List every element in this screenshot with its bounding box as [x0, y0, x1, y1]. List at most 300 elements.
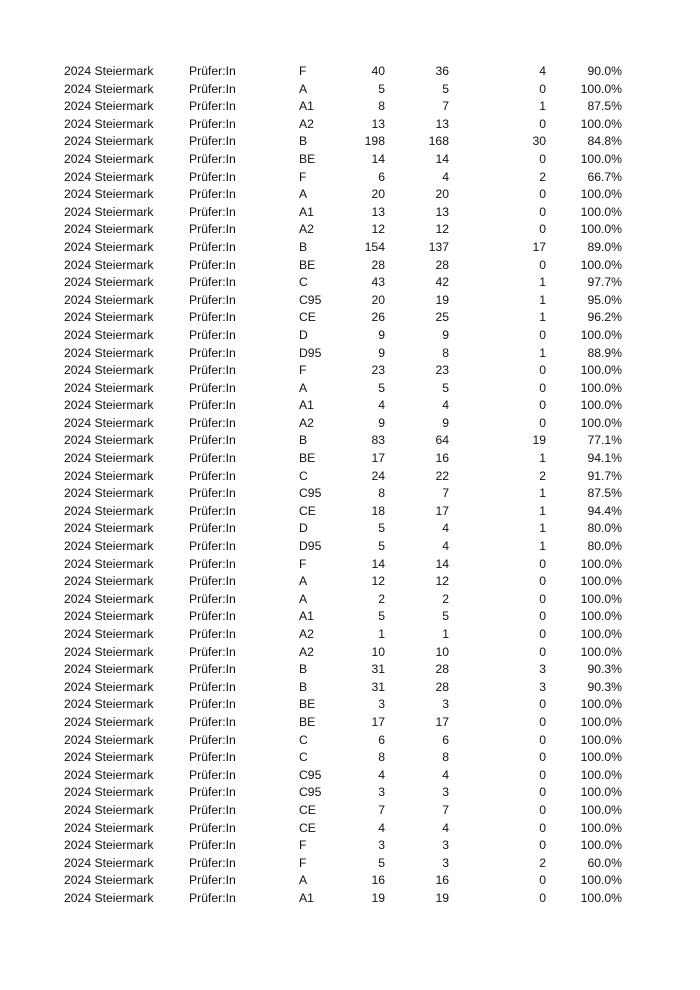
examiner-role-cell: Prüfer:In: [189, 380, 236, 395]
examiner-role-cell: Prüfer:In: [189, 345, 236, 360]
examiner-role-cell: Prüfer:In: [189, 767, 236, 782]
failed-count-cell: 0: [539, 81, 546, 96]
table-row: [0, 767, 700, 785]
license-class-cell: CE: [299, 820, 316, 835]
region-year-cell: 2024 Steiermark: [64, 433, 154, 448]
examiner-role-cell: Prüfer:In: [189, 732, 236, 747]
examiner-role-cell: Prüfer:In: [189, 627, 236, 641]
examiner-role-cell: Prüfer:In: [189, 785, 236, 800]
examiner-role-cell: Prüfer:In: [189, 697, 236, 712]
pass-rate-cell: 100.0%: [580, 767, 622, 782]
total-count-cell: 5: [378, 855, 385, 870]
passed-count-cell: 28: [435, 662, 449, 677]
failed-count-cell: 0: [539, 415, 546, 430]
license-class-cell: D95: [299, 539, 322, 554]
total-count-cell: 20: [371, 187, 385, 202]
passed-count-cell: 4: [442, 539, 449, 554]
failed-count-cell: 0: [539, 151, 546, 166]
total-count-cell: 5: [378, 609, 385, 624]
failed-count-cell: 19: [532, 433, 546, 448]
license-class-cell: F: [299, 169, 307, 184]
table-row: [0, 345, 700, 363]
examiner-role-cell: Prüfer:In: [189, 292, 236, 307]
region-year-cell: 2024 Steiermark: [64, 697, 154, 712]
total-count-cell: 40: [371, 64, 385, 78]
region-year-cell: 2024 Steiermark: [64, 521, 154, 536]
total-count-cell: 8: [378, 99, 385, 114]
examiner-role-cell: Prüfer:In: [189, 169, 236, 184]
region-year-cell: 2024 Steiermark: [64, 415, 154, 430]
license-class-cell: D: [299, 327, 308, 342]
table-row: [0, 450, 700, 468]
examiner-role-cell: Prüfer:In: [189, 99, 236, 114]
total-count-cell: 6: [378, 732, 385, 747]
region-year-cell: 2024 Steiermark: [64, 134, 154, 149]
failed-count-cell: 0: [539, 767, 546, 782]
examiner-role-cell: Prüfer:In: [189, 204, 236, 219]
passed-count-cell: 2: [442, 591, 449, 606]
region-year-cell: 2024 Steiermark: [64, 556, 154, 571]
passed-count-cell: 28: [435, 257, 449, 272]
passed-count-cell: 12: [435, 222, 449, 237]
license-class-cell: A: [299, 574, 308, 589]
table-row: [0, 186, 700, 204]
examiner-role-cell: Prüfer:In: [189, 187, 236, 202]
license-class-cell: F: [299, 855, 307, 870]
region-year-cell: 2024 Steiermark: [64, 99, 154, 114]
license-class-cell: C: [299, 468, 308, 483]
table-row: [0, 749, 700, 767]
total-count-cell: 5: [378, 380, 385, 395]
failed-count-cell: 2: [539, 855, 546, 870]
passed-count-cell: 3: [442, 838, 449, 853]
examiner-role-cell: Prüfer:In: [189, 486, 236, 501]
total-count-cell: 9: [378, 345, 385, 360]
total-count-cell: 6: [378, 169, 385, 184]
table-row: [0, 327, 700, 345]
failed-count-cell: 0: [539, 750, 546, 765]
license-class-cell: B: [299, 433, 308, 448]
failed-count-cell: 1: [539, 99, 546, 114]
pass-rate-cell: 100.0%: [580, 116, 622, 131]
table-row: [0, 257, 700, 275]
total-count-cell: 43: [371, 275, 385, 290]
examiner-role-cell: Prüfer:In: [189, 134, 236, 149]
table-row: [0, 81, 700, 99]
passed-count-cell: 3: [442, 697, 449, 712]
total-count-cell: 83: [371, 433, 385, 448]
examiner-role-cell: Prüfer:In: [189, 802, 236, 817]
total-count-cell: 28: [371, 257, 385, 272]
license-class-cell: A1: [299, 99, 314, 114]
pass-rate-cell: 100.0%: [580, 714, 622, 729]
failed-count-cell: 0: [539, 644, 546, 659]
examiner-role-cell: Prüfer:In: [189, 855, 236, 870]
region-year-cell: 2024 Steiermark: [64, 363, 154, 378]
examiner-role-cell: Prüfer:In: [189, 838, 236, 853]
region-year-cell: 2024 Steiermark: [64, 222, 154, 237]
pass-rate-cell: 100.0%: [580, 204, 622, 219]
pass-rate-cell: 100.0%: [580, 398, 622, 413]
total-count-cell: 31: [371, 662, 385, 677]
region-year-cell: 2024 Steiermark: [64, 275, 154, 290]
license-class-cell: B: [299, 679, 308, 694]
failed-count-cell: 3: [539, 679, 546, 694]
examiner-role-cell: Prüfer:In: [189, 81, 236, 96]
table-row: [0, 556, 700, 574]
license-class-cell: A2: [299, 644, 314, 659]
failed-count-cell: 1: [539, 292, 546, 307]
license-class-cell: BE: [299, 697, 316, 712]
total-count-cell: 13: [371, 204, 385, 219]
pass-rate-cell: 90.3%: [587, 679, 622, 694]
pass-rate-cell: 88.9%: [587, 345, 622, 360]
region-year-cell: 2024 Steiermark: [64, 451, 154, 466]
table-row: [0, 221, 700, 239]
table-row: [0, 837, 700, 855]
table-row: [0, 239, 700, 257]
examiner-role-cell: Prüfer:In: [189, 468, 236, 483]
region-year-cell: 2024 Steiermark: [64, 873, 154, 888]
passed-count-cell: 7: [442, 486, 449, 501]
pass-rate-cell: 100.0%: [580, 627, 622, 641]
region-year-cell: 2024 Steiermark: [64, 838, 154, 853]
pass-rate-cell: 95.0%: [587, 292, 622, 307]
passed-count-cell: 9: [442, 415, 449, 430]
region-year-cell: 2024 Steiermark: [64, 503, 154, 518]
license-class-cell: BE: [299, 257, 316, 272]
total-count-cell: 17: [371, 714, 385, 729]
region-year-cell: 2024 Steiermark: [64, 257, 154, 272]
failed-count-cell: 0: [539, 714, 546, 729]
table-row: [0, 503, 700, 521]
total-count-cell: 8: [378, 486, 385, 501]
passed-count-cell: 14: [435, 556, 449, 571]
table-row: [0, 573, 700, 591]
pass-rate-cell: 100.0%: [580, 838, 622, 853]
pass-rate-cell: 100.0%: [580, 363, 622, 378]
passed-count-cell: 4: [442, 398, 449, 413]
examiner-role-cell: Prüfer:In: [189, 239, 236, 254]
region-year-cell: 2024 Steiermark: [64, 644, 154, 659]
pass-rate-cell: 100.0%: [580, 609, 622, 624]
total-count-cell: 3: [378, 697, 385, 712]
failed-count-cell: 1: [539, 503, 546, 518]
total-count-cell: 9: [378, 327, 385, 342]
total-count-cell: 20: [371, 292, 385, 307]
region-year-cell: 2024 Steiermark: [64, 767, 154, 782]
pass-rate-cell: 77.1%: [587, 433, 622, 448]
license-class-cell: A: [299, 81, 308, 96]
total-count-cell: 18: [371, 503, 385, 518]
license-class-cell: C95: [299, 767, 322, 782]
failed-count-cell: 0: [539, 574, 546, 589]
table-row: [0, 696, 700, 714]
examiner-role-cell: Prüfer:In: [189, 433, 236, 448]
passed-count-cell: 20: [435, 187, 449, 202]
table-row: [0, 468, 700, 486]
failed-count-cell: 17: [532, 239, 546, 254]
pass-rate-cell: 100.0%: [580, 556, 622, 571]
pass-rate-cell: 100.0%: [580, 785, 622, 800]
failed-count-cell: 0: [539, 785, 546, 800]
total-count-cell: 12: [371, 574, 385, 589]
pass-rate-cell: 100.0%: [580, 802, 622, 817]
examiner-role-cell: Prüfer:In: [189, 714, 236, 729]
region-year-cell: 2024 Steiermark: [64, 398, 154, 413]
table-row: [0, 362, 700, 380]
table-row: [0, 204, 700, 222]
table-row: [0, 626, 700, 644]
region-year-cell: 2024 Steiermark: [64, 239, 154, 254]
failed-count-cell: 0: [539, 873, 546, 888]
license-class-cell: D: [299, 521, 308, 536]
license-class-cell: C95: [299, 486, 322, 501]
examiner-role-cell: Prüfer:In: [189, 327, 236, 342]
pass-rate-cell: 100.0%: [580, 81, 622, 96]
license-class-cell: B: [299, 662, 308, 677]
pass-rate-cell: 100.0%: [580, 327, 622, 342]
license-class-cell: C: [299, 732, 308, 747]
license-class-cell: CE: [299, 310, 316, 325]
pass-rate-cell: 100.0%: [580, 257, 622, 272]
table-row: [0, 292, 700, 310]
examiner-role-cell: Prüfer:In: [189, 503, 236, 518]
failed-count-cell: 0: [539, 732, 546, 747]
failed-count-cell: 0: [539, 609, 546, 624]
pass-rate-cell: 100.0%: [580, 697, 622, 712]
passed-count-cell: 5: [442, 81, 449, 96]
region-year-cell: 2024 Steiermark: [64, 820, 154, 835]
pass-rate-cell: 100.0%: [580, 750, 622, 765]
examiner-role-cell: Prüfer:In: [189, 64, 236, 78]
total-count-cell: 31: [371, 679, 385, 694]
passed-count-cell: 28: [435, 679, 449, 694]
total-count-cell: 3: [378, 785, 385, 800]
passed-count-cell: 9: [442, 327, 449, 342]
region-year-cell: 2024 Steiermark: [64, 785, 154, 800]
total-count-cell: 4: [378, 820, 385, 835]
total-count-cell: 5: [378, 521, 385, 536]
pass-rate-cell: 94.4%: [587, 503, 622, 518]
license-class-cell: B: [299, 239, 308, 254]
region-year-cell: 2024 Steiermark: [64, 627, 154, 641]
pass-rate-cell: 87.5%: [587, 99, 622, 114]
region-year-cell: 2024 Steiermark: [64, 204, 154, 219]
region-year-cell: 2024 Steiermark: [64, 714, 154, 729]
failed-count-cell: 0: [539, 802, 546, 817]
passed-count-cell: 8: [442, 345, 449, 360]
examiner-role-cell: Prüfer:In: [189, 890, 236, 905]
pass-rate-cell: 100.0%: [580, 820, 622, 835]
region-year-cell: 2024 Steiermark: [64, 151, 154, 166]
region-year-cell: 2024 Steiermark: [64, 591, 154, 606]
total-count-cell: 14: [371, 556, 385, 571]
pass-rate-cell: 90.3%: [587, 662, 622, 677]
table-row: [0, 133, 700, 151]
total-count-cell: 26: [371, 310, 385, 325]
region-year-cell: 2024 Steiermark: [64, 609, 154, 624]
failed-count-cell: 1: [539, 451, 546, 466]
failed-count-cell: 30: [532, 134, 546, 149]
region-year-cell: 2024 Steiermark: [64, 468, 154, 483]
table-row: [0, 714, 700, 732]
pass-rate-cell: 84.8%: [587, 134, 622, 149]
failed-count-cell: 2: [539, 468, 546, 483]
table-row: [0, 538, 700, 556]
examiner-role-cell: Prüfer:In: [189, 257, 236, 272]
passed-count-cell: 16: [435, 873, 449, 888]
region-year-cell: 2024 Steiermark: [64, 750, 154, 765]
region-year-cell: 2024 Steiermark: [64, 81, 154, 96]
license-class-cell: F: [299, 838, 307, 853]
license-class-cell: BE: [299, 714, 316, 729]
pass-rate-cell: 97.7%: [587, 275, 622, 290]
pass-rate-cell: 100.0%: [580, 644, 622, 659]
table-row: [0, 784, 700, 802]
pass-rate-cell: 100.0%: [580, 574, 622, 589]
total-count-cell: 3: [378, 838, 385, 853]
table-row: [0, 380, 700, 398]
pass-rate-cell: 100.0%: [580, 222, 622, 237]
failed-count-cell: 1: [539, 275, 546, 290]
pass-rate-cell: 100.0%: [580, 380, 622, 395]
pass-rate-cell: 66.7%: [587, 169, 622, 184]
failed-count-cell: 0: [539, 204, 546, 219]
failed-count-cell: 1: [539, 539, 546, 554]
passed-count-cell: 13: [435, 204, 449, 219]
region-year-cell: 2024 Steiermark: [64, 486, 154, 501]
total-count-cell: 5: [378, 81, 385, 96]
license-class-cell: F: [299, 556, 307, 571]
passed-count-cell: 4: [442, 521, 449, 536]
failed-count-cell: 0: [539, 327, 546, 342]
table-row: [0, 732, 700, 750]
pass-rate-cell: 100.0%: [580, 151, 622, 166]
total-count-cell: 17: [371, 451, 385, 466]
total-count-cell: 16: [371, 873, 385, 888]
passed-count-cell: 168: [428, 134, 449, 149]
pass-rate-cell: 100.0%: [580, 890, 622, 905]
examiner-role-cell: Prüfer:In: [189, 750, 236, 765]
region-year-cell: 2024 Steiermark: [64, 345, 154, 360]
table-row: [0, 608, 700, 626]
examiner-role-cell: Prüfer:In: [189, 310, 236, 325]
license-class-cell: C95: [299, 785, 322, 800]
passed-count-cell: 3: [442, 855, 449, 870]
passed-count-cell: 4: [442, 767, 449, 782]
license-class-cell: A1: [299, 204, 314, 219]
passed-count-cell: 1: [442, 627, 449, 641]
examiner-role-cell: Prüfer:In: [189, 222, 236, 237]
region-year-cell: 2024 Steiermark: [64, 679, 154, 694]
total-count-cell: 154: [364, 239, 385, 254]
failed-count-cell: 0: [539, 627, 546, 641]
license-class-cell: A: [299, 380, 308, 395]
passed-count-cell: 17: [435, 503, 449, 518]
table-row: [0, 820, 700, 838]
failed-count-cell: 1: [539, 521, 546, 536]
results-table: [0, 63, 700, 908]
passed-count-cell: 5: [442, 380, 449, 395]
examiner-role-cell: Prüfer:In: [189, 873, 236, 888]
region-year-cell: 2024 Steiermark: [64, 327, 154, 342]
region-year-cell: 2024 Steiermark: [64, 855, 154, 870]
examiner-role-cell: Prüfer:In: [189, 151, 236, 166]
total-count-cell: 8: [378, 750, 385, 765]
failed-count-cell: 0: [539, 890, 546, 905]
pass-rate-cell: 100.0%: [580, 732, 622, 747]
passed-count-cell: 7: [442, 802, 449, 817]
passed-count-cell: 10: [435, 644, 449, 659]
examiner-role-cell: Prüfer:In: [189, 398, 236, 413]
total-count-cell: 1: [378, 627, 385, 641]
failed-count-cell: 0: [539, 697, 546, 712]
total-count-cell: 7: [378, 802, 385, 817]
total-count-cell: 9: [378, 415, 385, 430]
examiner-role-cell: Prüfer:In: [189, 662, 236, 677]
region-year-cell: 2024 Steiermark: [64, 732, 154, 747]
examiner-role-cell: Prüfer:In: [189, 415, 236, 430]
examiner-role-cell: Prüfer:In: [189, 609, 236, 624]
pass-rate-cell: 91.7%: [587, 468, 622, 483]
license-class-cell: A: [299, 591, 308, 606]
failed-count-cell: 0: [539, 222, 546, 237]
region-year-cell: 2024 Steiermark: [64, 539, 154, 554]
failed-count-cell: 0: [539, 363, 546, 378]
passed-count-cell: 3: [442, 785, 449, 800]
passed-count-cell: 25: [435, 310, 449, 325]
examiner-role-cell: Prüfer:In: [189, 679, 236, 694]
total-count-cell: 19: [371, 890, 385, 905]
region-year-cell: 2024 Steiermark: [64, 187, 154, 202]
passed-count-cell: 42: [435, 275, 449, 290]
failed-count-cell: 0: [539, 257, 546, 272]
examiner-role-cell: Prüfer:In: [189, 116, 236, 131]
passed-count-cell: 13: [435, 116, 449, 131]
passed-count-cell: 6: [442, 732, 449, 747]
failed-count-cell: 1: [539, 310, 546, 325]
total-count-cell: 5: [378, 539, 385, 554]
pass-rate-cell: 100.0%: [580, 187, 622, 202]
table-row: [0, 397, 700, 415]
examiner-role-cell: Prüfer:In: [189, 644, 236, 659]
license-class-cell: CE: [299, 802, 316, 817]
region-year-cell: 2024 Steiermark: [64, 64, 154, 78]
failed-count-cell: 1: [539, 486, 546, 501]
pass-rate-cell: 94.1%: [587, 451, 622, 466]
table-row: [0, 309, 700, 327]
total-count-cell: 14: [371, 151, 385, 166]
region-year-cell: 2024 Steiermark: [64, 310, 154, 325]
license-class-cell: D95: [299, 345, 322, 360]
examiner-role-cell: Prüfer:In: [189, 820, 236, 835]
failed-count-cell: 2: [539, 169, 546, 184]
license-class-cell: A1: [299, 398, 314, 413]
pass-rate-cell: 96.2%: [587, 310, 622, 325]
table-row: [0, 63, 700, 81]
pass-rate-cell: 80.0%: [587, 539, 622, 554]
license-class-cell: A2: [299, 116, 314, 131]
total-count-cell: 2: [378, 591, 385, 606]
total-count-cell: 24: [371, 468, 385, 483]
failed-count-cell: 4: [539, 64, 546, 78]
pass-rate-cell: 80.0%: [587, 521, 622, 536]
examiner-role-cell: Prüfer:In: [189, 275, 236, 290]
passed-count-cell: 16: [435, 451, 449, 466]
table-row: [0, 98, 700, 116]
examiner-role-cell: Prüfer:In: [189, 591, 236, 606]
